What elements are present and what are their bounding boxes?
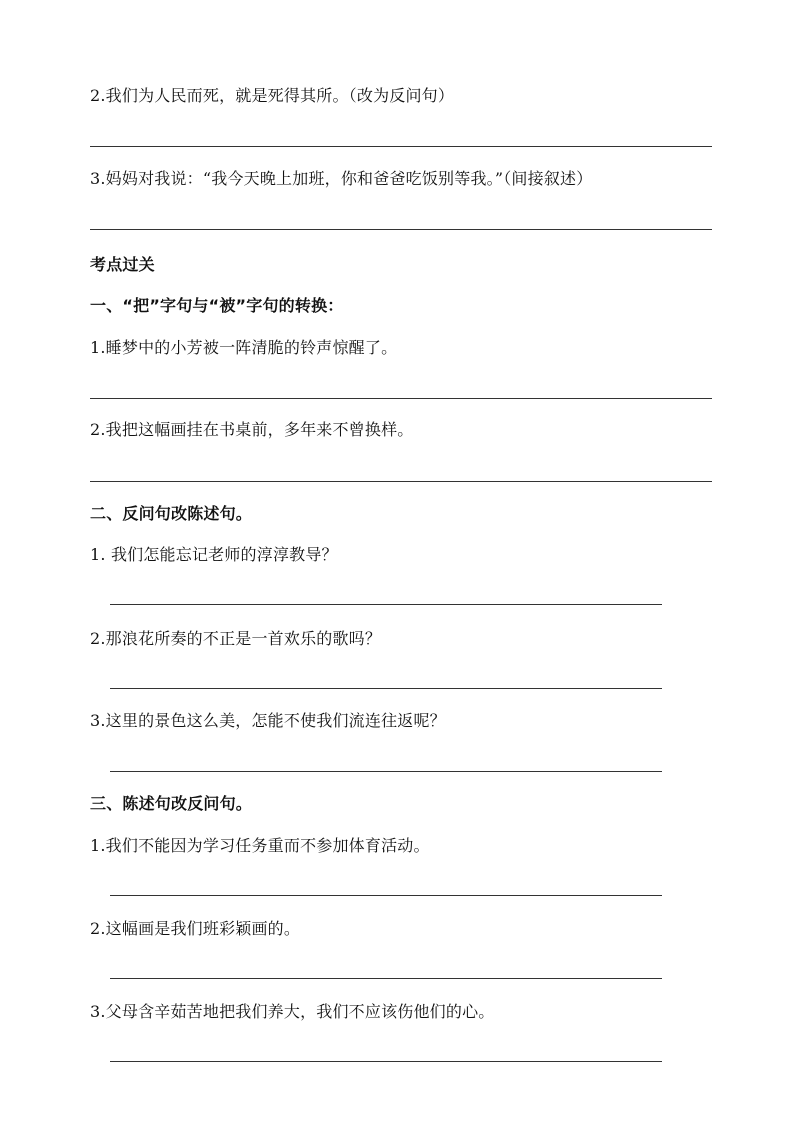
question-q2: 2.我们为人民而死，就是死得其所。（改为反问句） [90, 86, 455, 105]
section-3-title: 三、陈述句改反问句。 [90, 794, 253, 813]
section-3-question-3: 3.父母含辛茹苦地把我们养大，我们不应该伤他们的心。 [90, 1002, 495, 1021]
answer-line-s2-q1[interactable] [110, 604, 662, 605]
section-2-title: 二、反问句改陈述句。 [90, 504, 253, 523]
answer-line-q2[interactable] [90, 146, 712, 147]
section-1-question-2: 2.我把这幅画挂在书桌前，多年来不曾换样。 [90, 420, 414, 439]
answer-line-s2-q2[interactable] [110, 688, 662, 689]
section-1-title: 一、“把”字句与“被”字句的转换： [90, 296, 344, 315]
answer-line-s3-q1[interactable] [110, 895, 662, 896]
answer-line-s3-q2[interactable] [110, 978, 662, 979]
answer-line-q3[interactable] [90, 229, 712, 230]
answer-line-s1-q2[interactable] [90, 481, 712, 482]
answer-line-s1-q1[interactable] [90, 398, 712, 399]
section-1-question-1: 1.睡梦中的小芳被一阵清脆的铃声惊醒了。 [90, 338, 398, 357]
answer-line-s2-q3[interactable] [110, 771, 662, 772]
question-q3: 3.妈妈对我说：“我今天晚上加班，你和爸爸吃饭别等我。”（间接叙述） [90, 169, 593, 188]
section-2-question-2: 2.那浪花所奏的不正是一首欢乐的歌吗？ [90, 629, 382, 648]
section-2-question-1: 1. 我们怎能忘记老师的淳淳教导？ [90, 545, 338, 564]
section-3-question-1: 1.我们不能因为学习任务重而不参加体育活动。 [90, 836, 430, 855]
section-3-question-2: 2.这幅画是我们班彩颖画的。 [90, 919, 301, 938]
section-2-question-3: 3.这里的景色这么美，怎能不使我们流连往返呢？ [90, 711, 446, 730]
section-title: 考点过关 [90, 255, 155, 274]
answer-line-s3-q3[interactable] [110, 1061, 662, 1062]
